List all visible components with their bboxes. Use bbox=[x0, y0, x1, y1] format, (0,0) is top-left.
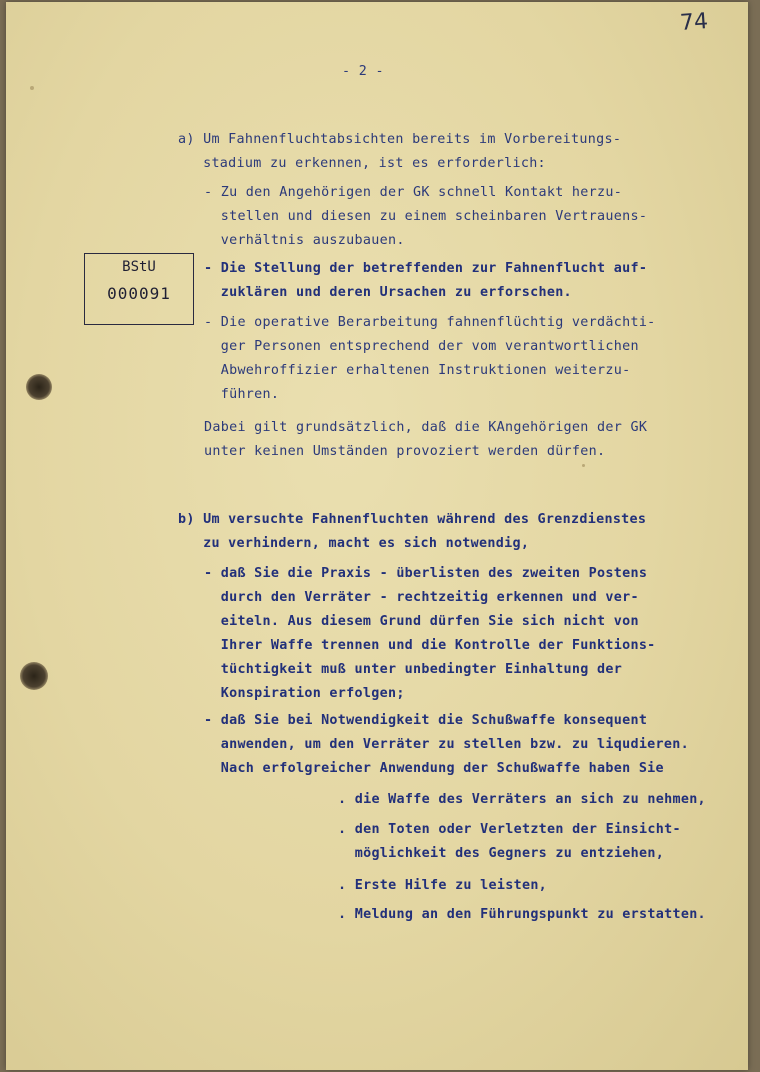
section-b-intro-line-1: b) Um versuchte Fahnenfluchten während des Grenzdienstes bbox=[178, 512, 647, 527]
stamp-number: 000091 bbox=[107, 284, 171, 303]
section-a-note-line-1: Dabei gilt grundsätzlich, daß die KAngehörigen der GK bbox=[204, 420, 648, 435]
section-b-sub-1: . die Waffe des Verräters an sich zu nehmen, bbox=[338, 792, 706, 807]
section-a-item-2-line-1: - Die Stellung der betreffenden zur Fahnenflucht auf- bbox=[204, 261, 648, 276]
section-a-item-1-line-3: verhältnis auszubauen. bbox=[204, 233, 405, 248]
stamp-label: BStU bbox=[122, 259, 156, 275]
section-a-intro-line-1: a) Um Fahnenfluchtabsichten bereits im Vorbereitungs- bbox=[178, 132, 622, 147]
section-b-sub-3: . Erste Hilfe zu leisten, bbox=[338, 878, 548, 893]
section-a-item-3-line-4: führen. bbox=[204, 387, 280, 402]
paper-mark bbox=[582, 464, 585, 467]
section-b-sub-2-line-1: . den Toten oder Verletzten der Einsicht- bbox=[338, 822, 681, 837]
section-b-item-2-line-3: Nach erfolgreicher Anwendung der Schußwaffe haben Sie bbox=[204, 761, 664, 776]
section-b-item-1-line-3: eiteln. Aus diesem Grund dürfen Sie sich nicht von bbox=[204, 614, 639, 629]
section-a-item-3-line-1: - Die operative Berarbeitung fahnenflüchtig verdächti- bbox=[204, 315, 656, 330]
section-b-item-2-line-1: - daß Sie bei Notwendigkeit die Schußwaffe konsequent bbox=[204, 713, 648, 728]
section-b-item-1-line-4: Ihrer Waffe trennen und die Kontrolle der Funktions- bbox=[204, 638, 656, 653]
page-header: - 2 - bbox=[342, 64, 384, 79]
section-b-item-1-line-6: Konspiration erfolgen; bbox=[204, 686, 405, 701]
section-a-item-1-line-1: - Zu den Angehörigen der GK schnell Kontakt herzu- bbox=[204, 185, 623, 200]
section-b-item-1-line-1: - daß Sie die Praxis - überlisten des zweiten Postens bbox=[204, 566, 648, 581]
section-b-sub-2-line-2: möglichkeit des Gegners zu entziehen, bbox=[338, 846, 665, 861]
section-b-item-2-line-2: anwenden, um den Verräter zu stellen bzw. zu liqudieren. bbox=[204, 737, 689, 752]
section-a-item-1-line-2: stellen und diesen zu einem scheinbaren Vertrauens- bbox=[204, 209, 648, 224]
section-b-intro-line-2: zu verhindern, macht es sich notwendig, bbox=[178, 536, 530, 551]
bstu-stamp bbox=[84, 253, 194, 325]
section-a-note-line-2: unter keinen Umständen provoziert werden dürfen. bbox=[204, 444, 606, 459]
document-page bbox=[6, 2, 748, 1070]
section-b-item-1-line-5: tüchtigkeit muß unter unbedingter Einhaltung der bbox=[204, 662, 623, 677]
punch-hole-bottom bbox=[20, 662, 48, 690]
handwritten-page-number: 74 bbox=[679, 9, 709, 36]
punch-hole-top bbox=[26, 374, 52, 400]
section-b-item-1-line-2: durch den Verräter - rechtzeitig erkennen und ver- bbox=[204, 590, 639, 605]
section-a-intro-line-2: stadium zu erkennen, ist es erforderlich: bbox=[178, 156, 546, 171]
section-a-item-3-line-3: Abwehroffizier erhaltenen Instruktionen weiterzu- bbox=[204, 363, 631, 378]
section-a-item-3-line-2: ger Personen entsprechend der vom verantwortlichen bbox=[204, 339, 639, 354]
section-b-sub-4: . Meldung an den Führungspunkt zu erstatten. bbox=[338, 907, 706, 922]
paper-mark bbox=[30, 86, 34, 90]
section-a-item-2-line-2: zuklären und deren Ursachen zu erforschen. bbox=[204, 285, 572, 300]
